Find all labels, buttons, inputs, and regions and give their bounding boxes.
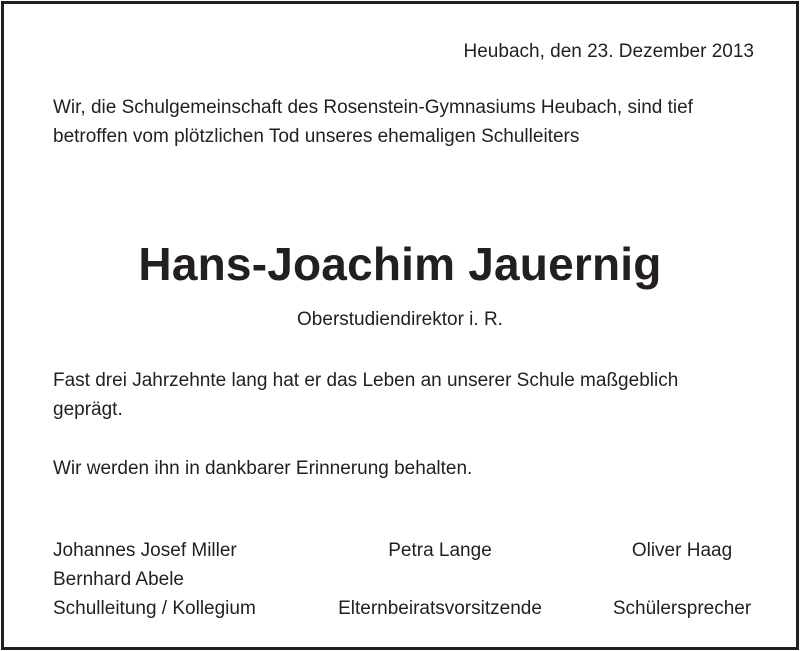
signature-student-representative: [602, 536, 762, 623]
notice-frame: [1, 1, 799, 650]
signature-spacer: [328, 565, 552, 594]
intro-text: [53, 93, 693, 151]
date-line: Heubach, den 23. Dezember 2013: [463, 41, 754, 62]
intro-line-1: Wir, die Schulgemeinschaft des Rosenstein-Gymnasiums Heubach, sind tief: [53, 97, 693, 118]
deceased-title: Oberstudiendirektor i. R.: [297, 309, 503, 330]
deceased-name: Hans-Joachim Jauernig: [138, 238, 662, 290]
signatory-role: Elternbeiratsvorsitzende: [338, 598, 542, 619]
tribute-paragraph: [53, 366, 678, 424]
signatory-role: Schulleitung / Kollegium: [53, 598, 256, 619]
signature-parents-council: [328, 536, 552, 623]
remembrance-line: Wir werden ihn in dankbarer Erinnerung behalten.: [53, 458, 473, 479]
signature-spacer: [602, 565, 762, 594]
signatory-name: Johannes Josef Miller: [53, 540, 237, 561]
signatory-name: Petra Lange: [388, 540, 492, 561]
signatory-role: Schülersprecher: [612, 598, 752, 619]
intro-line-2: betroffen vom plötzlichen Tod unseres ehemaligen Schulleiters: [53, 126, 580, 147]
tribute-line-1: Fast drei Jahrzehnte lang hat er das Leben an unserer Schule maßgeblich: [53, 370, 679, 391]
signatory-name: Oliver Haag: [631, 540, 733, 561]
signatory-name: Bernhard Abele: [53, 569, 184, 590]
signature-school-management: [53, 536, 256, 623]
tribute-line-2: geprägt.: [53, 399, 123, 420]
